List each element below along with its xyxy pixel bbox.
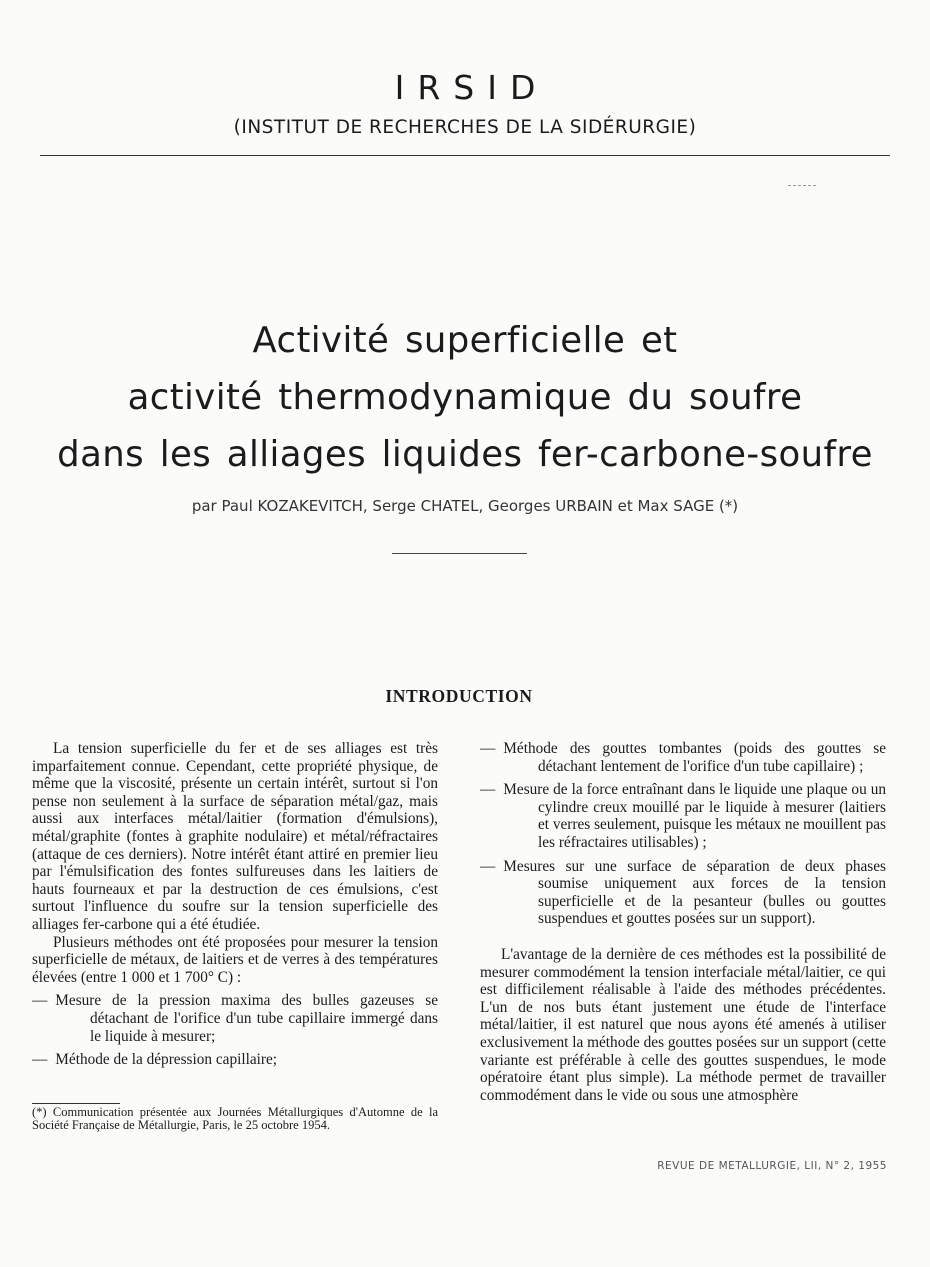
list-item-text: Mesure de la force entraînant dans le liquide une plaque ou un cylindre creux mouillé par le liquide à mesurer (laitiers et verres seulement, puisque les métaux ne mouillent pas les réfractaires utilisables) ; (503, 781, 886, 851)
list-item (32, 1051, 438, 1069)
article-title (0, 312, 930, 483)
list-dash: — (480, 781, 496, 799)
list-item-text: Mesures sur une surface de séparation de deux phases soumise uniquement aux forces de la tension superficielle et de la pesanteur (bulles ou gouttes suspendues et gouttes posées sur un support). (503, 857, 886, 928)
list-dash: — (32, 992, 48, 1010)
org-acronym: IRSID (394, 68, 549, 107)
journal-reference: REVUE DE METALLURGIE, LII, N° 2, 1955 (657, 1160, 887, 1172)
section-heading: INTRODUCTION (385, 686, 533, 706)
list-dash: — (480, 740, 496, 757)
title-line: Activité superficielle et (252, 320, 678, 361)
title-divider (392, 553, 527, 554)
right-column (480, 740, 886, 1104)
list-item-text: Mesure de la pression maxima des bulles gazeuses se détachant de l'orifice d'un tube capillaire immergé dans le liquide à mesurer; (55, 992, 438, 1045)
list-item (32, 992, 438, 1045)
paragraph: La tension superficielle du fer et de ses alliages est très imparfaitement connue. Cependant, cette propriété physique, de même que la viscosité, présente un certain intérêt, surtout si l'on pense non seulement à la surface de séparation métal/gaz, mais aussi aux interfaces métal/laitier (formation d'émulsions), métal/graphite (fontes à graphite nodulaire) et métal/réfractaires (attaque de ces derniers). Notre intérêt étant attiré en premier lieu par l'émulsification des fontes sulfureuses dans les laitiers de hauts fourneaux et par la destruction de ces émulsions, c'est surtout l'influence du soufre sur la tension superficielle des alliages fer-carbone qui a été étudiée. (32, 740, 438, 933)
paragraph: Plusieurs méthodes ont été proposées pour mesurer la tension superficielle de métaux, de laitiers et de verres à des températures élevées (entre 1 000 et 1 700° C) : (32, 933, 438, 986)
list-item (480, 781, 886, 851)
title-line: activité thermodynamique du soufre (127, 377, 803, 418)
org-full-name: (INSTITUT DE RECHERCHES DE LA SIDÉRURGIE) (233, 117, 697, 138)
title-line: dans les alliages liquides fer-carbone-soufre (57, 434, 873, 475)
header-rule (40, 155, 890, 156)
list-item (480, 740, 886, 775)
list-dash: — (32, 1051, 48, 1069)
list-item-text: Méthode des gouttes tombantes (poids des gouttes se détachant lentement de l'orifice d'un tube capillaire) ; (503, 740, 886, 775)
footnote: (*) Communication présentée aux Journées Métallurgiques d'Automne de la Société Française de Métallurgie, Paris, le 25 octobre 1954. (32, 1105, 438, 1132)
left-column (32, 740, 438, 1069)
scan-mark (788, 185, 816, 186)
footnote-rule (32, 1103, 120, 1104)
authors-line: par Paul KOZAKEVITCH, Serge CHATEL, Georges URBAIN et Max SAGE (*) (191, 497, 739, 515)
list-dash: — (480, 857, 496, 875)
list-item-text: Méthode de la dépression capillaire; (55, 1051, 278, 1069)
paragraph: L'avantage de la dernière de ces méthodes est la possibilité de mesurer commodément la tension interfaciale métal/laitier, ce qui est difficilement réalisable à l'aide des méthodes précédentes. L'un de nos buts étant justement une étude de l'interface métal/laitier, il est naturel que nous ayons été amenés à utiliser exclusivement la méthode des gouttes posées sur un support (cette variante est préférable à celle des gouttes suspendues, le mode opératoire étant plus simple). La méthode permet de travailler commodément dans le vide ou sous une atmosphère (480, 945, 886, 1104)
list-item (480, 858, 886, 928)
